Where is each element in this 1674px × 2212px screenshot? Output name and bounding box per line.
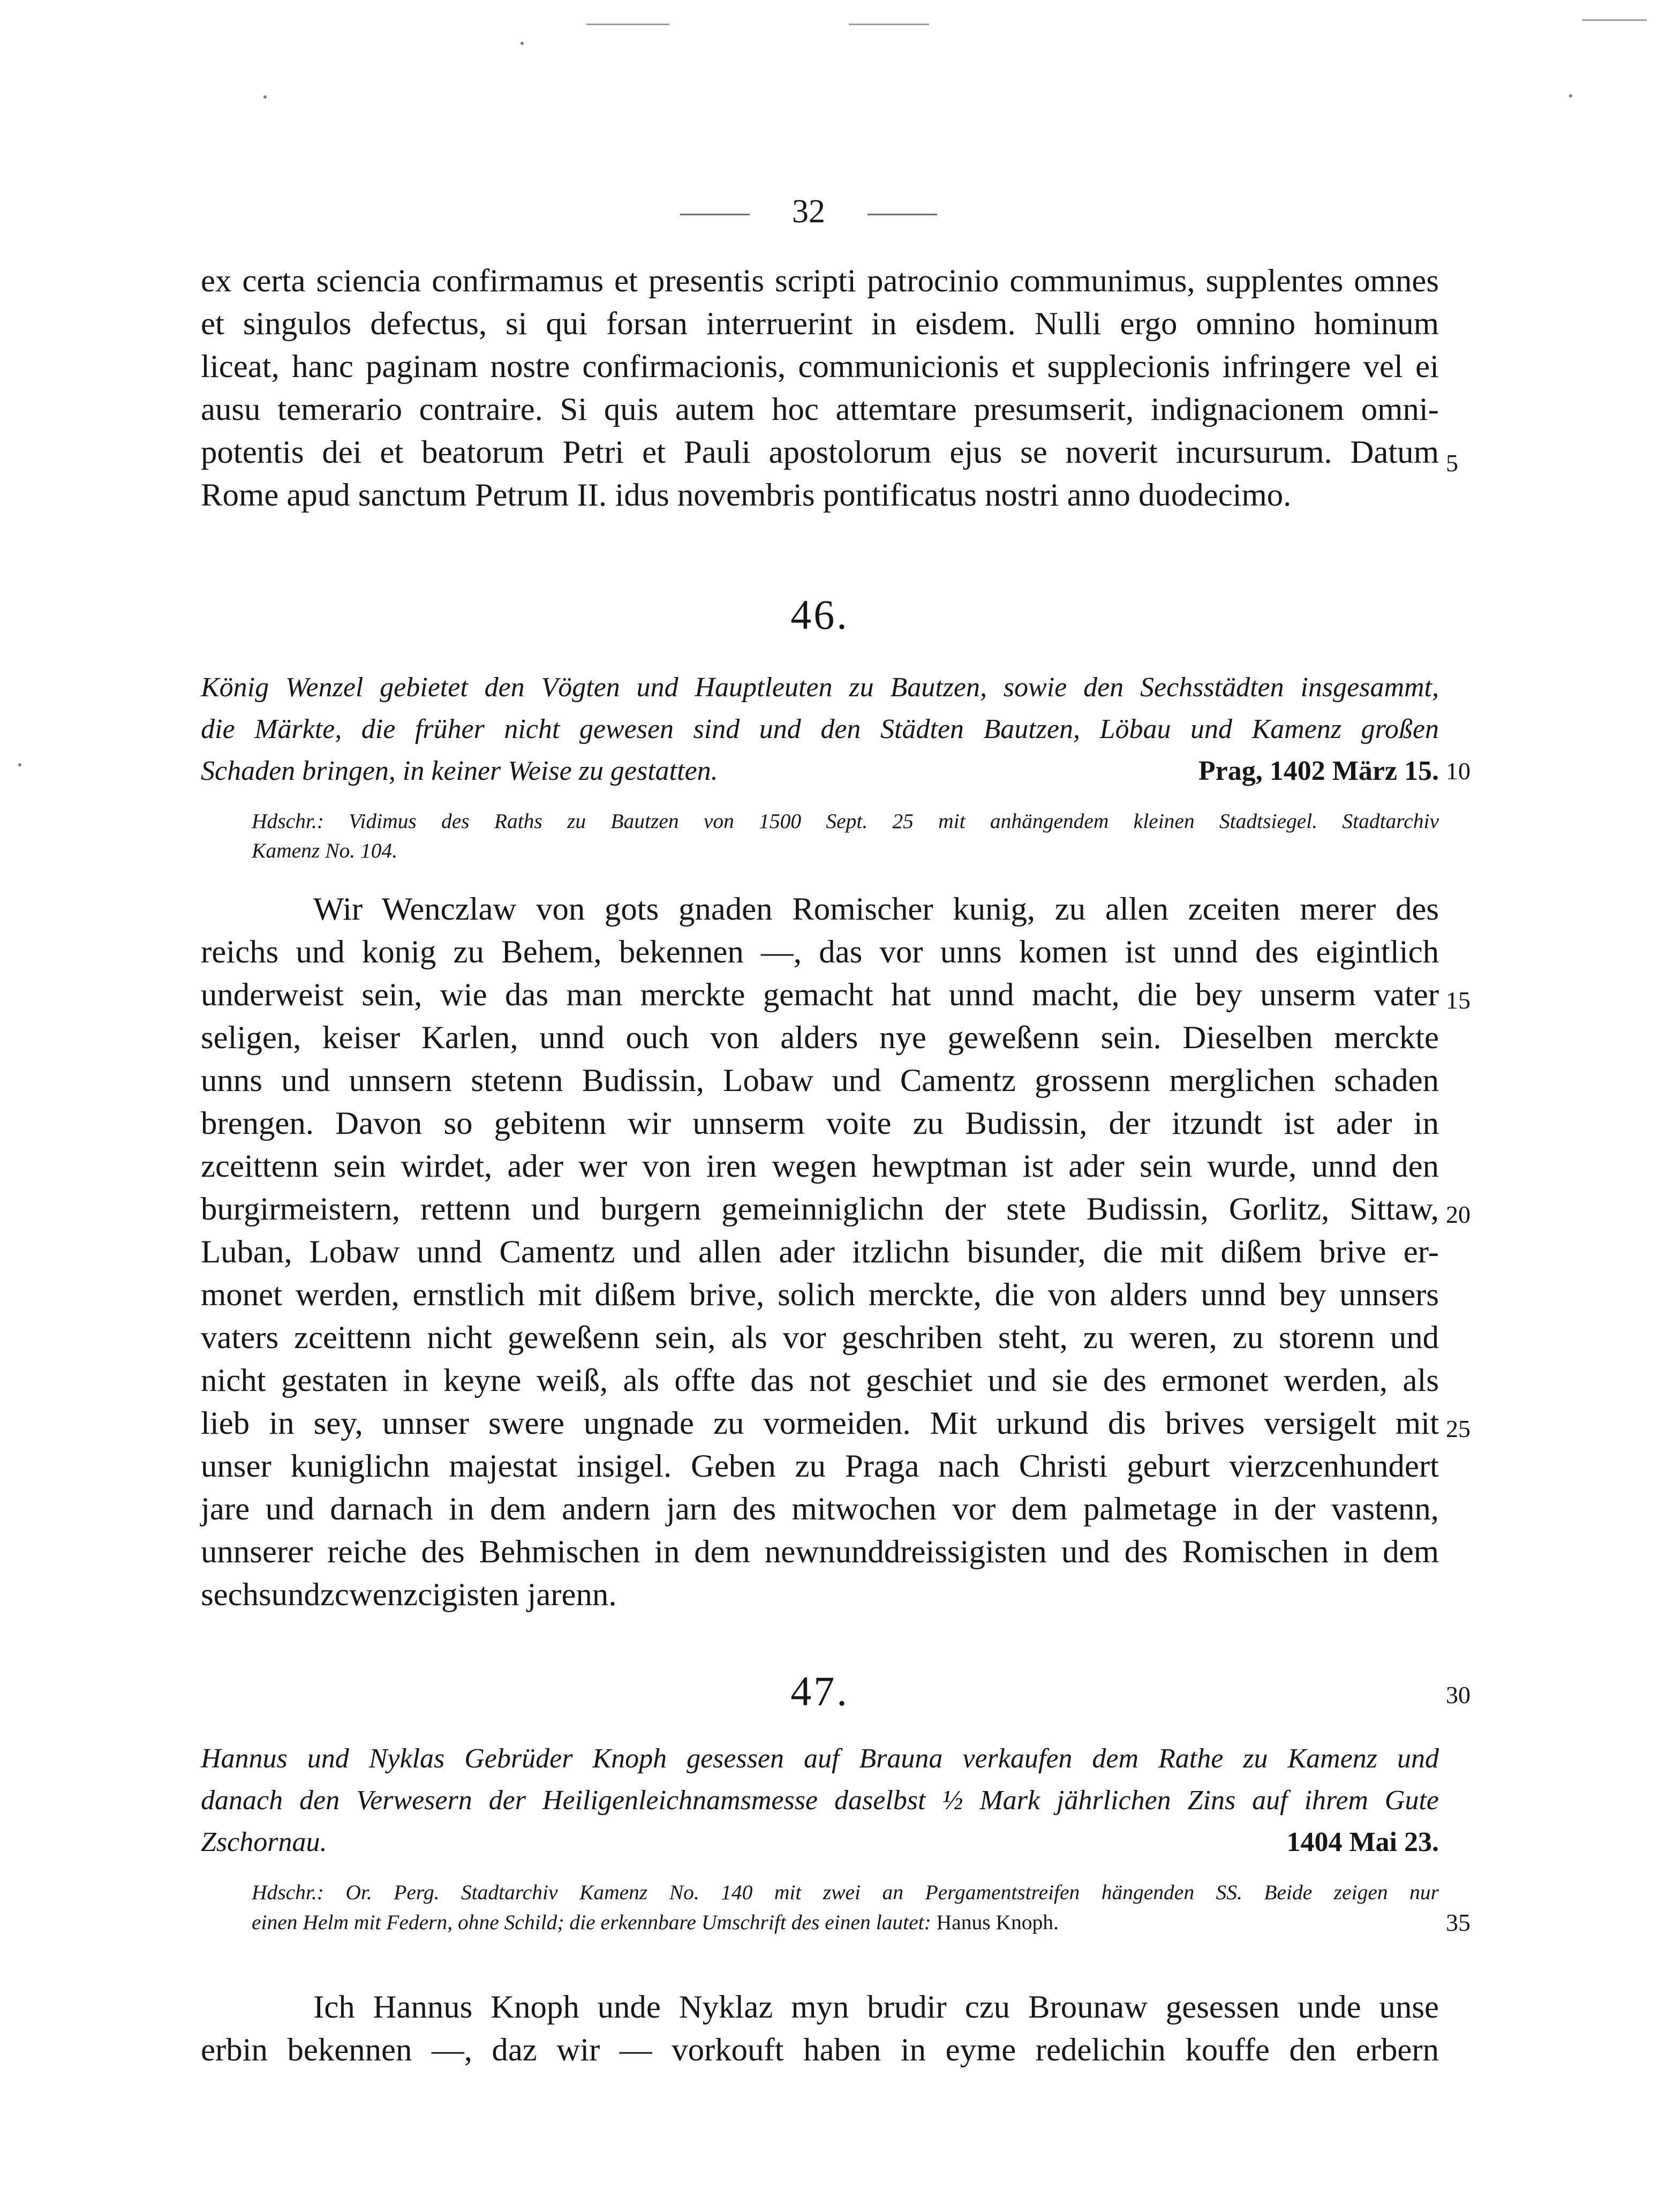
text-line: liceat, hanc paginam nostre confirmacionis, communicionis et supplecionis infringere vel ei [201,349,1439,385]
rubric-text: Zschornau. [201,1827,327,1857]
scan-rule-left [586,24,669,25]
document-number: 47. [790,1668,849,1714]
line-number: 20 [1446,1201,1471,1228]
document-date: Prag, 1402 März 15. [1198,756,1439,786]
scan-speck [263,95,267,99]
header-dash [868,214,937,215]
text-line: Luban, Lobaw unnd Camentz und allen ader itzlichn bisunder, die mit dißem brive er- [201,1234,1439,1270]
text-line: underweist sein, wie das man merckte gemacht hat unnd macht, die bey unserm vater [201,977,1439,1013]
scan-speck [1569,94,1572,97]
text-line: brengen. Davon so gebitenn wir unnserm voite zu Budissin, der itzundt ist ader in [201,1105,1439,1141]
text-line: jare und darnach in dem andern jarn des mitwochen vor dem palmetage in der vastenn, [201,1491,1439,1527]
line-number: 35 [1446,1909,1471,1936]
text-line: seligen, keiser Karlen, unnd ouch von alders nye geweßenn sein. Dieselben merckte [201,1020,1439,1056]
text-line: Wir Wenczlaw von gots gnaden Romischer kunig, zu allen zceiten merer des [313,891,1439,927]
line-number: 25 [1446,1415,1471,1442]
text-line: unns und unnsern stetenn Budissin, Lobaw und Camentz grossenn merglichen schaden [201,1063,1439,1099]
text-line: zceittenn sein wirdet, ader wer von iren wegen hewptman ist ader sein wurde, unnd den [201,1148,1439,1184]
text-line: monet werden, ernstlich mit dißem brive, solich merckte, die von alders unnd bey unnsers [201,1277,1439,1313]
text-line: Ich Hannus Knoph unde Nyklaz myn brudir czu Brounaw gesessen unde unse [313,1989,1439,2025]
line-number: 10 [1446,757,1471,785]
rubric-text: Schaden bringen, in keiner Weise zu gestatten. [201,756,718,786]
source-note-text: einen Helm mit Federn, ohne Schild; die erkennbare Umschrift des einen lautet: [252,1910,931,1934]
source-note-line: Hdschr.: Vidimus des Raths zu Bautzen von 1500 Sept. 25 mit anhängendem kleinen Stadtsiegel. Stadtarchiv [252,809,1439,833]
rubric-line [201,753,1439,789]
line-number: 5 [1446,449,1458,477]
source-note-line: Kamenz No. 104. [252,839,398,862]
text-line: reichs und konig zu Behem, bekennen —, das vor unns komen ist unnd des eigintlich [201,934,1439,970]
text-line: Rome apud sanctum Petrum II. idus novembris pontificatus nostri anno duodecimo. [201,477,1292,513]
text-line: ausu temerario contraire. Si quis autem hoc attemtare presumserit, indignacionem omni- [201,392,1439,427]
text-line: lieb in sey, unnser swere ungnade zu vormeiden. Mit urkund dis brives versigelt mit [201,1405,1439,1441]
rubric-line: danach den Verwesern der Heiligenleichnamsmesse daselbst ½ Mark jährlichen Zins auf ihrem Gute [201,1785,1439,1816]
source-note-inscription: Hanus Knoph. [936,1910,1059,1934]
text-line: vaters zceittenn nicht geweßenn sein, als vor geschriben steht, zu weren, zu storenn und [201,1320,1439,1356]
rubric-line: König Wenzel gebietet den Vögten und Hauptleuten zu Bautzen, sowie den Sechsstädten insgesammt, [201,672,1439,703]
text-line: nicht gestaten in keyne weiß, als offte das not geschiet und sie des ermonet werden, als [201,1363,1439,1398]
rubric-line: Hannus und Nyklas Gebrüder Knoph gesessen auf Brauna verkaufen dem Rathe zu Kamenz und [201,1743,1439,1774]
page-number: 32 [792,193,825,230]
text-line: et singulos defectus, si qui forsan interruerint in eisdem. Nulli ergo omnino hominum [201,306,1439,342]
line-number: 30 [1446,1681,1471,1709]
page-header [669,190,948,238]
text-line: erbin bekennen —, daz wir — vorkouft haben in eyme redelichin kouffe den erbern [201,2032,1439,2068]
line-number: 15 [1446,987,1471,1014]
text-line: ex certa sciencia confirmamus et presentis scripti patrocinio communimus, supplentes omnes [201,263,1439,299]
rubric-line: die Märkte, die früher nicht gewesen sind und den Städten Bautzen, Löbau und Kamenz großen [201,714,1439,744]
scan-rule-middle [849,24,929,25]
text-line: unnserer reiche des Behmischen in dem newnunddreissigisten und des Romischen in dem [201,1534,1439,1570]
scan-speck [18,763,21,766]
text-line: unser kuniglichn majestat insigel. Geben zu Praga nach Christi geburt vierzcenhundert [201,1448,1439,1484]
text-line: potentis dei et beatorum Petri et Pauli apostolorum ejus se noverit incursurum. Datum [201,434,1439,470]
document-number: 46. [790,591,849,638]
text-line: sechsundzcwenzcigisten jarenn. [201,1577,617,1613]
rubric-line [201,1824,1439,1861]
scan-rule-right [1582,19,1647,21]
text-line: burgirmeistern, rettenn und burgern gemeinniglichn der stete Budissin, Gorlitz, Sittaw, [201,1191,1439,1227]
scan-speck [521,42,524,45]
source-note-line: Hdschr.: Or. Perg. Stadtarchiv Kamenz No. 140 mit zwei an Pergamentstreifen hängenden SS. Beide zeigen nur [252,1880,1439,1904]
source-note-line [252,1907,1439,1937]
document-date: 1404 Mai 23. [1286,1827,1439,1857]
